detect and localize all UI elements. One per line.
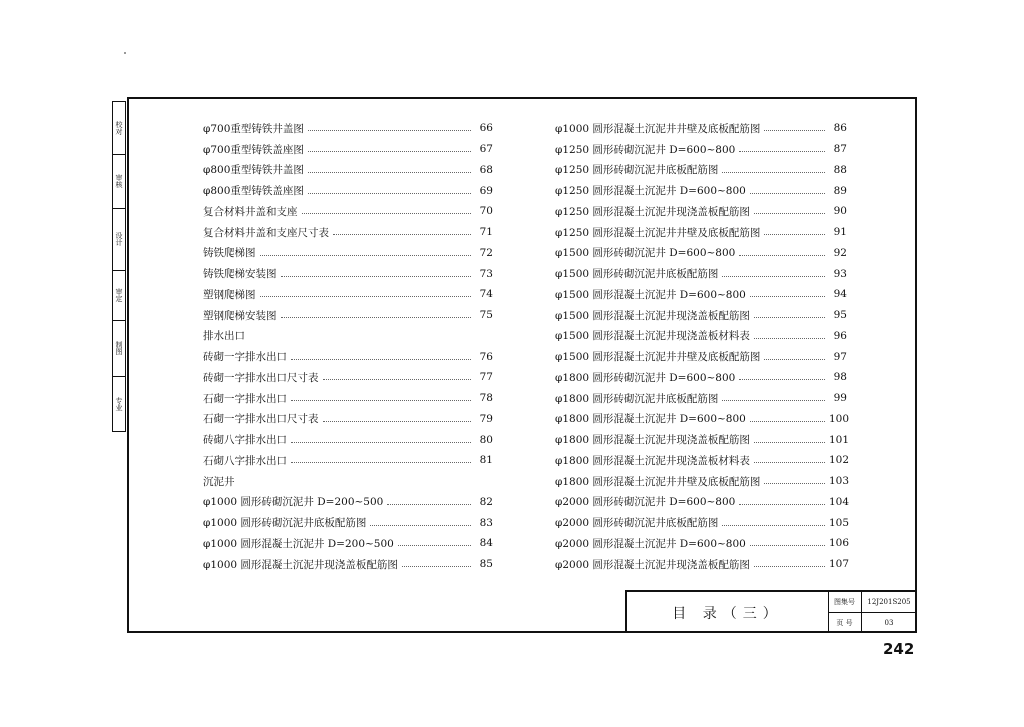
leader-dots bbox=[754, 337, 825, 339]
toc-entry bbox=[555, 243, 847, 264]
toc-entry-title: φ1500 圆形砖砌沉泥井底板配筋图 bbox=[555, 268, 719, 281]
leader-dots bbox=[739, 503, 825, 505]
toc-entry-title: φ1000 圆形砖砌沉泥井底板配筋图 bbox=[203, 517, 367, 530]
leader-dots bbox=[387, 503, 471, 505]
toc-entry-page: 102 bbox=[829, 454, 850, 467]
toc-entry-page: 91 bbox=[833, 226, 847, 239]
strip-cell: 审定 bbox=[113, 270, 125, 321]
page-number: 242 bbox=[883, 640, 915, 658]
toc-entry-title: φ2000 圆形混凝土沉泥井 D=600~800 bbox=[555, 537, 746, 550]
toc-entry-title: 砖砌一字排水出口 bbox=[203, 351, 287, 364]
toc-entry-title: φ1250 圆形砖砌沉泥井 D=600~800 bbox=[555, 143, 736, 156]
strip-cell: 审核 bbox=[113, 154, 125, 209]
toc-entry-title: φ1800 圆形混凝土沉泥井 D=600~800 bbox=[555, 413, 746, 426]
toc-entry-title: φ1500 圆形砖砌沉泥井 D=600~800 bbox=[555, 247, 736, 260]
toc-entry bbox=[555, 471, 850, 492]
toc-entry-page: 99 bbox=[833, 392, 847, 405]
toc-entry-page: 87 bbox=[833, 143, 847, 156]
toc-entry bbox=[555, 305, 847, 326]
toc-entry-title: φ1250 圆形混凝土沉泥井 D=600~800 bbox=[555, 185, 746, 198]
toc-entry-title: φ1000 圆形混凝土沉泥井现浇盖板配筋图 bbox=[203, 558, 398, 571]
toc-entry-page: 92 bbox=[833, 246, 847, 259]
leader-dots bbox=[764, 233, 825, 235]
toc-entry bbox=[203, 346, 493, 367]
toc-entry-page: 86 bbox=[833, 122, 847, 135]
toc-entry-page: 82 bbox=[479, 495, 493, 508]
toc-entry-title: φ1500 圆形混凝土沉泥井井壁及底板配筋图 bbox=[555, 351, 761, 364]
toc-entry bbox=[203, 118, 493, 139]
toc-entry-page: 74 bbox=[479, 288, 493, 301]
toc-entry bbox=[555, 492, 850, 513]
toc-entry-page: 83 bbox=[479, 516, 493, 529]
toc-entry-title: φ2000 圆形砖砌沉泥井底板配筋图 bbox=[555, 517, 719, 530]
toc-entry bbox=[203, 139, 493, 160]
toc-entry-page: 71 bbox=[479, 226, 493, 239]
atlas-number: 12J201S205 bbox=[862, 592, 917, 613]
toc-entry-page: 81 bbox=[479, 454, 493, 467]
toc-entry-page: 79 bbox=[479, 412, 493, 425]
leader-dots bbox=[750, 295, 825, 297]
toc-entry-page: 95 bbox=[833, 309, 847, 322]
toc-entry bbox=[555, 284, 847, 305]
toc-entry bbox=[203, 450, 493, 471]
toc-entry bbox=[203, 201, 493, 222]
toc-entry-title: 石砌八字排水出口 bbox=[203, 454, 287, 467]
toc-entry-title: φ800重型铸铁盖座图 bbox=[203, 185, 304, 198]
toc-entry bbox=[555, 429, 850, 450]
leader-dots bbox=[722, 171, 825, 173]
sheet-number: 03 bbox=[862, 613, 917, 633]
toc-entry bbox=[555, 450, 850, 471]
toc-entry-page: 66 bbox=[479, 122, 493, 135]
toc-entry-title: 铸铁爬梯图 bbox=[203, 247, 256, 260]
toc-entry-page: 96 bbox=[833, 329, 847, 342]
toc-entry-title: 石砌一字排水出口 bbox=[203, 392, 287, 405]
toc-entry bbox=[555, 139, 847, 160]
toc-entry-page: 88 bbox=[833, 163, 847, 176]
leader-dots bbox=[739, 378, 825, 380]
binding-strip bbox=[112, 101, 126, 432]
toc-entry-page: 80 bbox=[479, 433, 493, 446]
toc-left-column bbox=[203, 118, 493, 575]
leader-dots bbox=[291, 358, 471, 360]
leader-dots bbox=[370, 524, 471, 526]
toc-entry bbox=[203, 263, 493, 284]
toc-entry-page: 107 bbox=[829, 558, 850, 571]
toc-entry-title: φ1800 圆形混凝土沉泥井井壁及底板配筋图 bbox=[555, 475, 761, 488]
toc-entry bbox=[555, 346, 847, 367]
toc-entry bbox=[203, 554, 493, 575]
toc-entry-page: 97 bbox=[833, 350, 847, 363]
leader-dots bbox=[291, 399, 471, 401]
toc-entry bbox=[203, 512, 493, 533]
toc-entry bbox=[203, 284, 493, 305]
leader-dots bbox=[291, 441, 471, 443]
strip-cell: 制图 bbox=[113, 320, 125, 377]
scan-speck bbox=[124, 52, 126, 54]
leader-dots bbox=[722, 275, 825, 277]
toc-entry-page: 72 bbox=[479, 246, 493, 259]
toc-entry-page: 101 bbox=[829, 433, 850, 446]
toc-entry-page: 98 bbox=[833, 371, 847, 384]
toc-entry bbox=[203, 388, 493, 409]
toc-entry-title: φ2000 圆形砖砌沉泥井 D=600~800 bbox=[555, 496, 736, 509]
toc-entry-title: φ800重型铸铁井盖图 bbox=[203, 164, 304, 177]
leader-dots bbox=[739, 150, 825, 152]
leader-dots bbox=[260, 295, 472, 297]
toc-entry-title: 砖砌八字排水出口 bbox=[203, 434, 287, 447]
toc-entry-title: 石砌一字排水出口尺寸表 bbox=[203, 413, 319, 426]
toc-entry-page: 85 bbox=[479, 558, 493, 571]
leader-dots bbox=[754, 461, 825, 463]
toc-entry bbox=[555, 409, 850, 430]
toc-entry bbox=[555, 554, 850, 575]
toc-entry-page: 70 bbox=[479, 205, 493, 218]
strip-cell: 校对 bbox=[113, 102, 125, 155]
toc-entry-page: 94 bbox=[833, 288, 847, 301]
leader-dots bbox=[308, 192, 471, 194]
toc-entry bbox=[555, 512, 850, 533]
leader-dots bbox=[764, 358, 825, 360]
toc-entry-title: φ1800 圆形砖砌沉泥井 D=600~800 bbox=[555, 371, 736, 384]
toc-entry-title: φ2000 圆形混凝土沉泥井现浇盖板配筋图 bbox=[555, 558, 750, 571]
leader-dots bbox=[308, 171, 471, 173]
toc-entry bbox=[555, 201, 847, 222]
toc-entry-title: 砖砌一字排水出口尺寸表 bbox=[203, 371, 319, 384]
title-block-title: 目 录（三） bbox=[627, 592, 829, 633]
toc-entry-page: 100 bbox=[829, 412, 850, 425]
toc-entry bbox=[203, 160, 493, 181]
toc-entry bbox=[203, 492, 493, 513]
toc-entry-title: φ1250 圆形混凝土沉泥井现浇盖板配筋图 bbox=[555, 205, 750, 218]
leader-dots bbox=[750, 420, 825, 422]
toc-entry-title: φ1000 圆形砖砌沉泥井 D=200~500 bbox=[203, 496, 384, 509]
toc-entry-page: 93 bbox=[833, 267, 847, 280]
toc-right-column bbox=[555, 118, 850, 575]
toc-entry-title: 沉泥井 bbox=[203, 475, 235, 488]
page-label: 页 号 bbox=[828, 613, 862, 633]
toc-entry bbox=[555, 533, 850, 554]
toc-section-heading bbox=[203, 326, 493, 347]
toc-entry bbox=[203, 429, 493, 450]
toc-entry-title: φ1000 圆形混凝土沉泥井 D=200~500 bbox=[203, 537, 394, 550]
toc-entry-page: 105 bbox=[829, 516, 850, 529]
toc-entry bbox=[203, 222, 493, 243]
toc-entry bbox=[203, 305, 493, 326]
toc-entry-page: 69 bbox=[479, 184, 493, 197]
toc-section-heading bbox=[203, 471, 493, 492]
toc-entry-page: 90 bbox=[833, 205, 847, 218]
toc-entry bbox=[555, 118, 847, 139]
leader-dots bbox=[739, 254, 825, 256]
leader-dots bbox=[333, 233, 471, 235]
toc-entry-title: φ1500 圆形混凝土沉泥井 D=600~800 bbox=[555, 288, 746, 301]
toc-entry-title: φ1000 圆形混凝土沉泥井井壁及底板配筋图 bbox=[555, 122, 761, 135]
toc-entry-title: φ1800 圆形混凝土沉泥井现浇盖板配筋图 bbox=[555, 434, 750, 447]
leader-dots bbox=[402, 565, 471, 567]
leader-dots bbox=[754, 565, 825, 567]
toc-entry-title: φ1250 圆形混凝土沉泥井井壁及底板配筋图 bbox=[555, 226, 761, 239]
toc-entry-page: 106 bbox=[829, 537, 850, 550]
leader-dots bbox=[764, 129, 825, 131]
toc-entry bbox=[203, 367, 493, 388]
leader-dots bbox=[398, 544, 471, 546]
toc-entry-title: φ1800 圆形砖砌沉泥井底板配筋图 bbox=[555, 392, 719, 405]
leader-dots bbox=[754, 212, 825, 214]
toc-entry-page: 89 bbox=[833, 184, 847, 197]
toc-entry-page: 68 bbox=[479, 163, 493, 176]
toc-entry bbox=[555, 326, 847, 347]
toc-entry-title: 复合材料井盖和支座尺寸表 bbox=[203, 226, 329, 239]
toc-entry bbox=[555, 222, 847, 243]
leader-dots bbox=[260, 254, 472, 256]
leader-dots bbox=[750, 192, 825, 194]
toc-entry-page: 104 bbox=[829, 495, 850, 508]
toc-entry bbox=[555, 263, 847, 284]
toc-entry-title: φ1500 圆形混凝土沉泥井现浇盖板材料表 bbox=[555, 330, 750, 343]
toc-entry-page: 77 bbox=[479, 371, 493, 384]
title-block bbox=[625, 590, 917, 633]
leader-dots bbox=[754, 441, 825, 443]
leader-dots bbox=[308, 129, 471, 131]
toc-entry-title: φ1500 圆形混凝土沉泥井现浇盖板配筋图 bbox=[555, 309, 750, 322]
toc-entry bbox=[203, 409, 493, 430]
toc-entry bbox=[203, 180, 493, 201]
toc-entry-title: 复合材料井盖和支座 bbox=[203, 205, 298, 218]
toc-entry-page: 73 bbox=[479, 267, 493, 280]
leader-dots bbox=[281, 316, 472, 318]
leader-dots bbox=[302, 212, 472, 214]
toc-entry-page: 103 bbox=[829, 475, 850, 488]
toc-entry-title: φ700重型铸铁盖座图 bbox=[203, 143, 304, 156]
leader-dots bbox=[308, 150, 471, 152]
toc-entry-title: 排水出口 bbox=[203, 330, 245, 343]
toc-entry bbox=[555, 388, 847, 409]
toc-entry-page: 75 bbox=[479, 309, 493, 322]
toc-entry-title: 塑钢爬梯图 bbox=[203, 288, 256, 301]
toc-entry-page: 78 bbox=[479, 392, 493, 405]
atlas-label: 图集号 bbox=[828, 592, 862, 613]
strip-cell: 设计 bbox=[113, 208, 125, 271]
toc-entry-page: 76 bbox=[479, 350, 493, 363]
toc-entry-title: φ700重型铸铁井盖图 bbox=[203, 122, 304, 135]
toc-entry bbox=[555, 180, 847, 201]
leader-dots bbox=[323, 378, 472, 380]
leader-dots bbox=[764, 482, 825, 484]
toc-entry bbox=[555, 367, 847, 388]
leader-dots bbox=[750, 544, 825, 546]
toc-entry-title: φ1250 圆形砖砌沉泥井底板配筋图 bbox=[555, 164, 719, 177]
leader-dots bbox=[291, 461, 471, 463]
leader-dots bbox=[323, 420, 472, 422]
strip-cell: 专业 bbox=[115, 396, 123, 411]
toc-entry-title: 塑钢爬梯安装图 bbox=[203, 309, 277, 322]
toc-entry bbox=[555, 160, 847, 181]
toc-entry bbox=[203, 243, 493, 264]
leader-dots bbox=[722, 399, 825, 401]
toc-entry-page: 84 bbox=[479, 537, 493, 550]
leader-dots bbox=[722, 524, 825, 526]
toc-entry-page: 67 bbox=[479, 143, 493, 156]
leader-dots bbox=[754, 316, 825, 318]
toc-entry-title: 铸铁爬梯安装图 bbox=[203, 268, 277, 281]
toc-entry bbox=[203, 533, 493, 554]
toc-entry-title: φ1800 圆形混凝土沉泥井现浇盖板材料表 bbox=[555, 454, 750, 467]
leader-dots bbox=[281, 275, 472, 277]
